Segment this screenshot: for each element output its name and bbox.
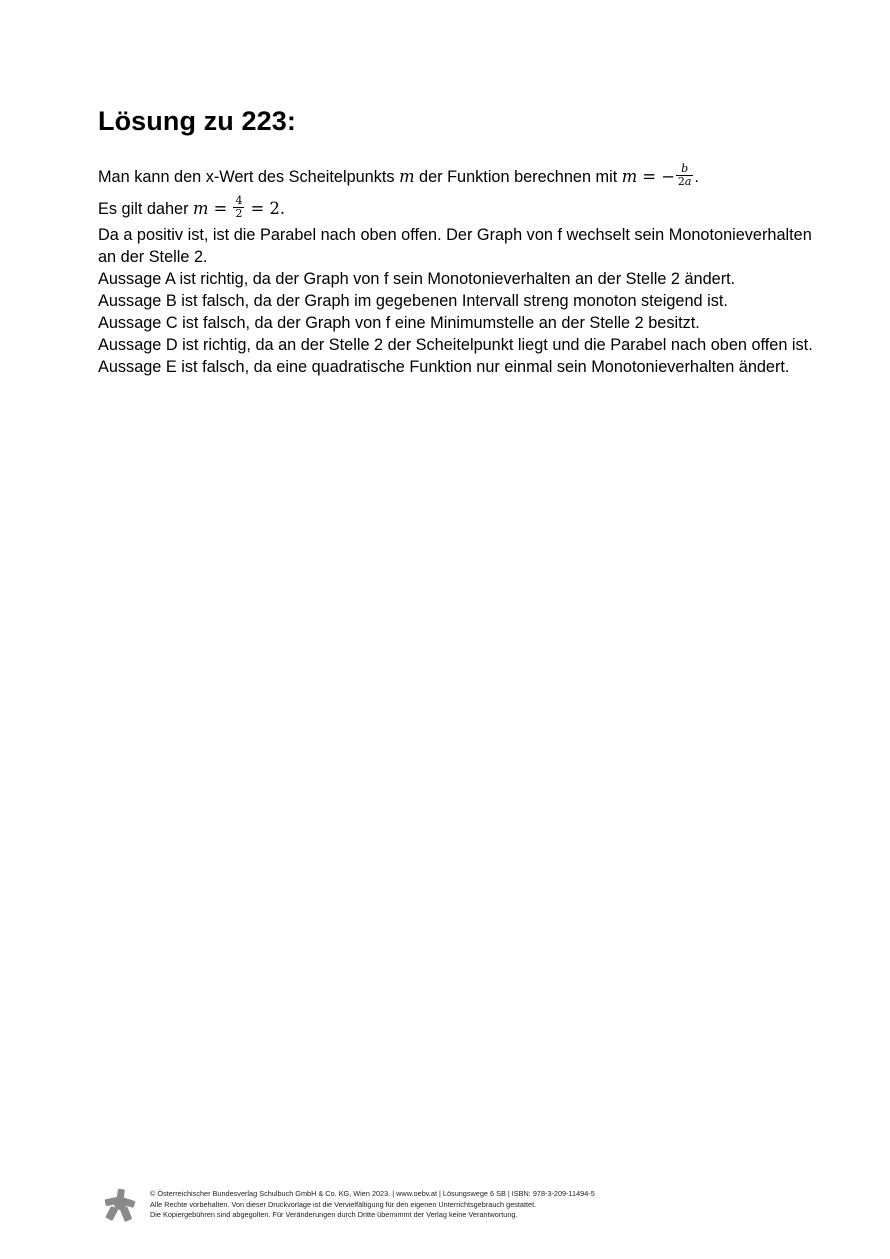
- text-segment: Es gilt daher: [98, 200, 194, 218]
- text-line: an der Stelle 2.: [98, 248, 208, 266]
- statement-b: Aussage B ist falsch, da der Graph im gegebenen Intervall streng monoton steigend ist.: [98, 292, 728, 310]
- denominator-variable: a: [684, 175, 692, 189]
- math-operator: = −: [637, 167, 675, 186]
- text-line-formula-1: [98, 160, 838, 194]
- statement-c: Aussage C ist falsch, da der Graph von f eine Minimumstelle an der Stelle 2 besitzt.: [98, 314, 700, 332]
- statement-d: Aussage D ist richtig, da an der Stelle 2 der Scheitelpunkt liegt und die Parabel nach oben offen ist.: [98, 336, 813, 354]
- footer-line-1: © Österreichischer Bundesverlag Schulbuch GmbH & Co. KG, Wien 2023. | www.oebv.at | Lösungswege 6 SB | ISBN: 978-3-209-11494-5: [150, 1189, 595, 1198]
- denominator-coefficient: 2: [677, 175, 685, 189]
- text-segment: Man kann den x-Wert des Scheitelpunkts: [98, 168, 400, 186]
- statement-e: Aussage E ist falsch, da eine quadratische Funktion nur einmal sein Monotonieverhalten ändert.: [98, 358, 790, 376]
- fraction-numerator: 4: [235, 194, 243, 208]
- page-footer: [104, 1188, 804, 1224]
- footer-line-3: Die Kopiergebühren sind abgegolten. Für Veränderungen durch Dritte übernimmt der Verlag keine Verantwortung.: [150, 1210, 518, 1219]
- footer-line-2: Alle Rechte vorbehalten. Von dieser Druckvorlage ist die Vervielfältigung für den eigenen Unterrichtsgebrauch gestattet.: [150, 1199, 537, 1209]
- math-variable: m: [621, 167, 638, 186]
- fraction-numerator: b: [676, 163, 694, 176]
- math-variable: m: [399, 167, 415, 186]
- text-line: Da a positiv ist, ist die Parabel nach oben offen. Der Graph von f wechselt sein Monotonieverhalten: [98, 226, 812, 244]
- math-variable: m: [193, 199, 209, 218]
- footer-copyright: [150, 1189, 595, 1221]
- text-segment: .: [694, 168, 699, 186]
- publisher-star-logo-icon: [104, 1188, 136, 1222]
- math-fraction: [676, 163, 694, 188]
- text-line-formula-2: [98, 194, 838, 224]
- statement-a: Aussage A ist richtig, da der Graph von f sein Monotonieverhalten an der Stelle 2 ändert.: [98, 270, 736, 288]
- fraction-denominator: [676, 176, 694, 188]
- math-fraction: [233, 195, 244, 220]
- page-title: Lösung zu 223:: [98, 106, 296, 136]
- math-operator: =: [208, 199, 233, 218]
- text-segment: der Funktion berechnen mit: [414, 168, 622, 186]
- fraction-denominator: 2: [235, 207, 243, 221]
- solution-text: [98, 160, 838, 378]
- math-result: = 2.: [245, 199, 286, 218]
